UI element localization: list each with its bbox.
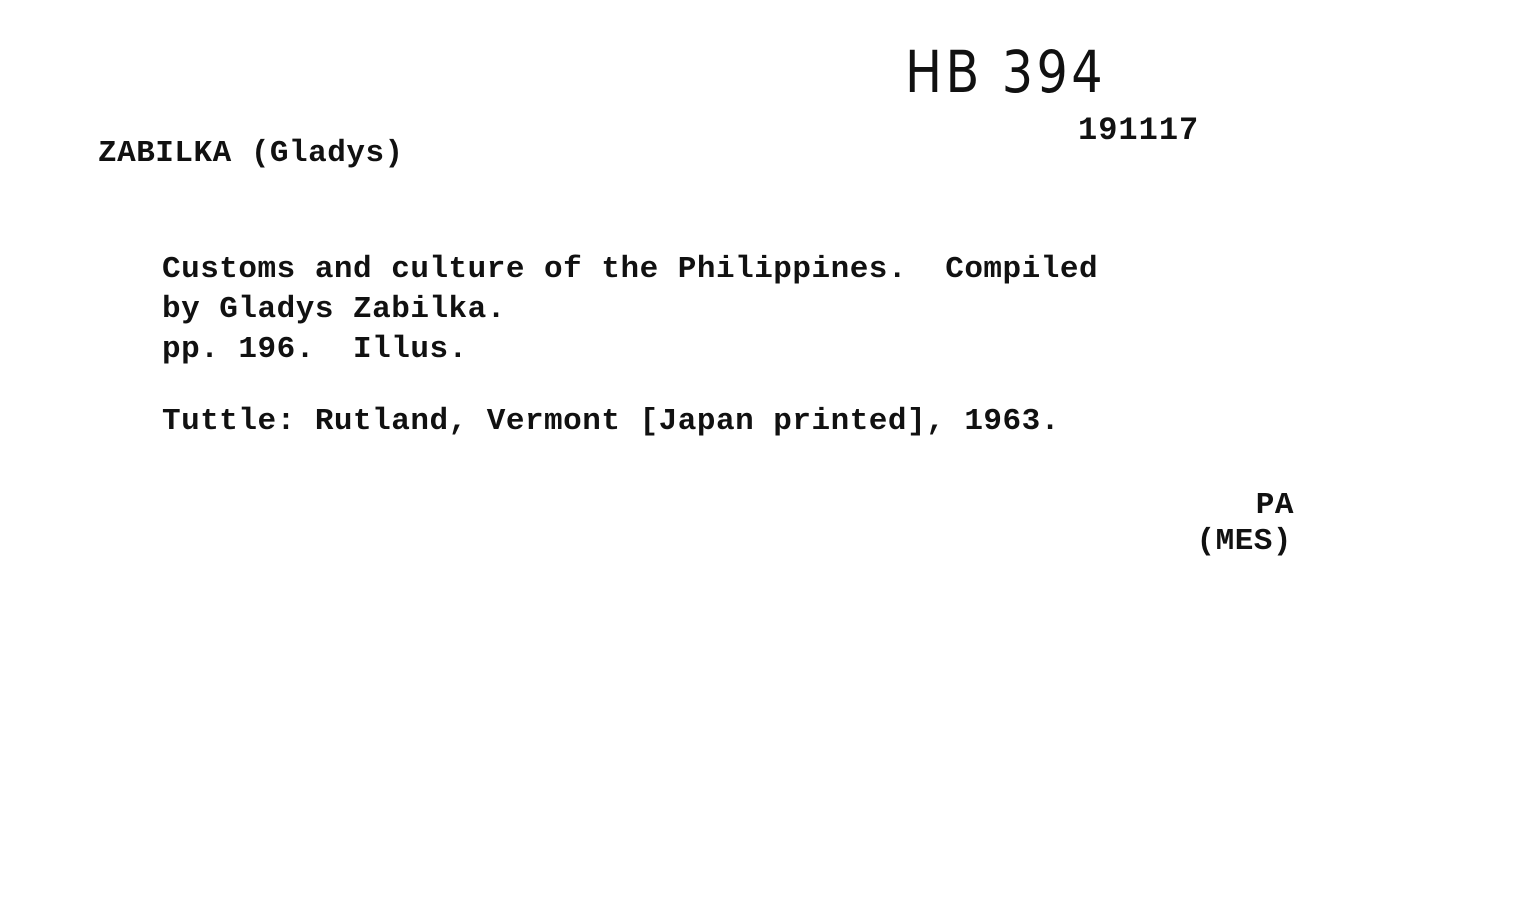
location-code: PA [1255,488,1294,523]
imprint: Tuttle: Rutland, Vermont [Japan printed], 1963. [162,404,1060,439]
cataloger-code: (MES) [1196,524,1292,559]
accession-number: 191117 [1078,112,1200,149]
author-heading: ZABILKA (Gladys) [98,136,404,171]
call-number: HB 394 [905,38,1107,106]
collation: pp. 196. Illus. [162,332,468,367]
title-line-1: Customs and culture of the Philippines. Compiled [162,252,1099,287]
title-line-2: by Gladys Zabilka. [162,292,506,327]
